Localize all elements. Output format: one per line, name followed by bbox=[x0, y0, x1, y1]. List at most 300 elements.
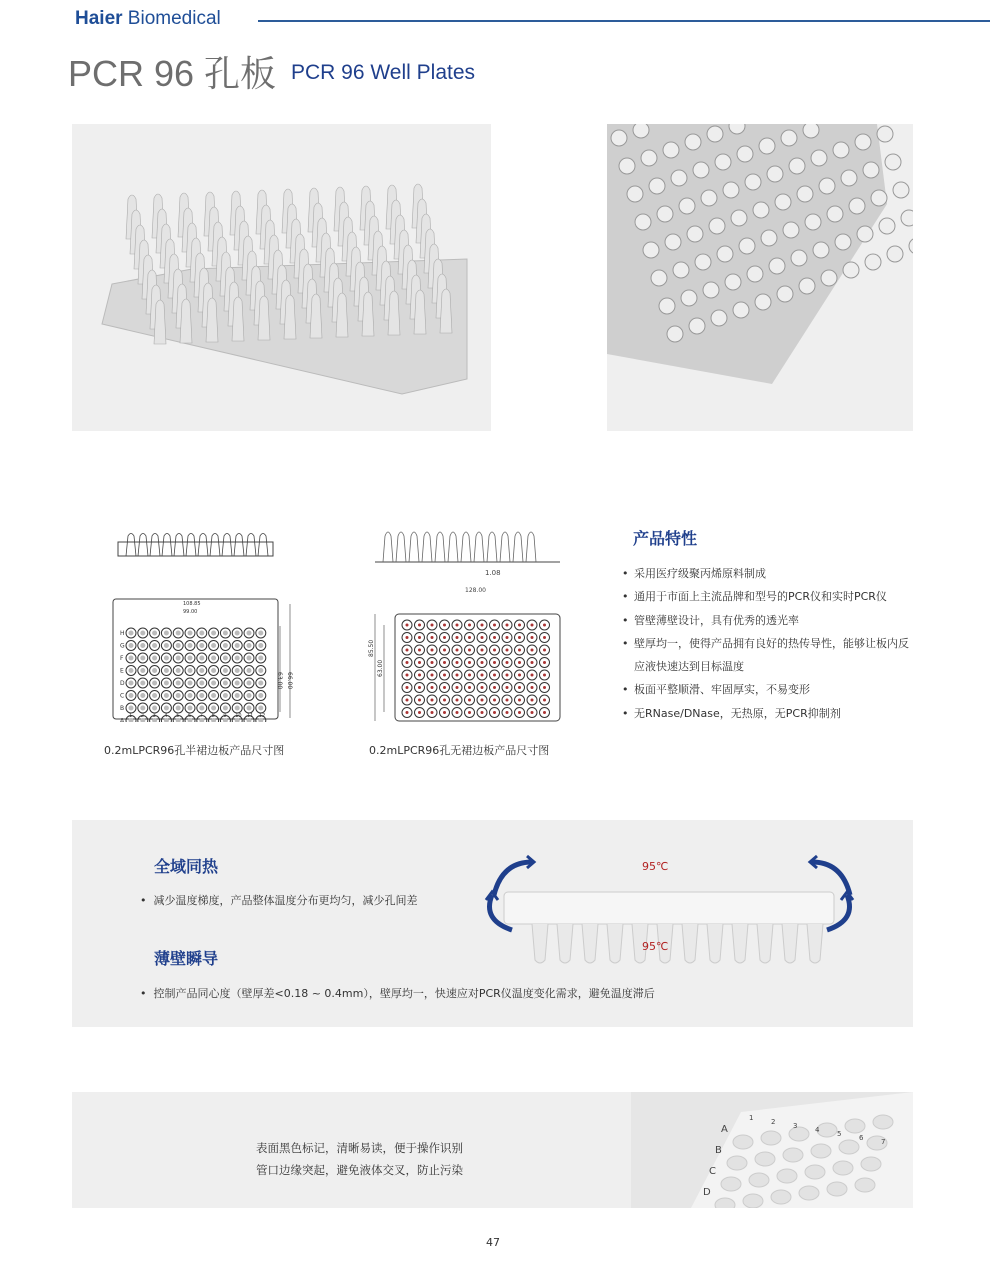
well bbox=[667, 326, 683, 342]
well bbox=[733, 1135, 753, 1149]
well bbox=[685, 134, 701, 150]
well-center bbox=[188, 643, 193, 648]
tube-profile bbox=[126, 534, 136, 557]
well-center bbox=[431, 636, 434, 639]
well-center bbox=[199, 706, 204, 711]
col-label: 6 bbox=[188, 713, 192, 719]
col-label: 9 bbox=[223, 713, 227, 719]
well bbox=[743, 1194, 763, 1208]
well bbox=[839, 1140, 859, 1154]
well-center bbox=[211, 631, 216, 636]
well bbox=[843, 262, 859, 278]
well-center bbox=[188, 668, 193, 673]
tube bbox=[362, 292, 374, 336]
well bbox=[781, 130, 797, 146]
tube bbox=[607, 924, 623, 963]
well-center bbox=[211, 668, 216, 673]
col-label: 4 bbox=[164, 713, 168, 719]
dim-label-85-50: 85.50 bbox=[368, 639, 375, 657]
well-center bbox=[199, 643, 204, 648]
well-center bbox=[418, 674, 421, 677]
well-center bbox=[431, 624, 434, 627]
features-title: 产品特性 bbox=[633, 529, 698, 548]
tube bbox=[206, 298, 218, 342]
well-center bbox=[199, 631, 204, 636]
well bbox=[707, 126, 723, 142]
tube bbox=[284, 295, 296, 339]
well-center bbox=[431, 711, 434, 714]
page-title: PCR 96 孔板 bbox=[68, 53, 277, 94]
well bbox=[689, 318, 705, 334]
well-center bbox=[543, 674, 546, 677]
well-center bbox=[431, 674, 434, 677]
well-center bbox=[152, 706, 157, 711]
tube bbox=[414, 290, 426, 334]
well-center bbox=[223, 631, 228, 636]
well-center bbox=[518, 699, 521, 702]
well bbox=[739, 238, 755, 254]
well-center bbox=[188, 656, 193, 661]
well-center bbox=[481, 624, 484, 627]
row-label: B bbox=[120, 705, 125, 712]
well bbox=[695, 254, 711, 270]
well bbox=[651, 270, 667, 286]
well bbox=[855, 134, 871, 150]
col-label: 12 bbox=[258, 713, 266, 719]
well bbox=[671, 170, 687, 186]
no-skirt-caption: 0.2mLPCR96孔无裙边板产品尺寸图 bbox=[369, 744, 550, 757]
col-label: 1 bbox=[749, 1114, 754, 1122]
well bbox=[857, 226, 873, 242]
well bbox=[633, 124, 649, 138]
well-center bbox=[481, 649, 484, 652]
well bbox=[759, 138, 775, 154]
well-center bbox=[468, 636, 471, 639]
tube-profile bbox=[162, 534, 172, 557]
well-center bbox=[247, 643, 252, 648]
well bbox=[799, 1186, 819, 1200]
tube-profile bbox=[210, 534, 220, 557]
tube-profile bbox=[150, 534, 160, 557]
well bbox=[805, 1165, 825, 1179]
well bbox=[797, 186, 813, 202]
well-center bbox=[418, 699, 421, 702]
well-center bbox=[443, 711, 446, 714]
well-center bbox=[456, 699, 459, 702]
row-label: D bbox=[120, 680, 125, 687]
well bbox=[693, 162, 709, 178]
temp-bottom-label: 95℃ bbox=[642, 940, 669, 953]
well bbox=[717, 246, 733, 262]
tube bbox=[707, 924, 723, 963]
row-label: E bbox=[120, 667, 124, 675]
well-center bbox=[247, 706, 252, 711]
dim-label-66: 66.00 bbox=[286, 672, 293, 690]
tube-profile bbox=[487, 532, 497, 562]
well-center bbox=[247, 631, 252, 636]
well-center bbox=[235, 693, 240, 698]
tube bbox=[732, 924, 748, 963]
tube-profile bbox=[461, 532, 471, 562]
well bbox=[861, 1157, 881, 1171]
well bbox=[909, 238, 913, 254]
well-center bbox=[493, 686, 496, 689]
well bbox=[619, 158, 635, 174]
well-center bbox=[223, 681, 228, 686]
well bbox=[775, 194, 791, 210]
well-center bbox=[235, 643, 240, 648]
row-label: G bbox=[120, 642, 125, 650]
well bbox=[749, 1173, 769, 1187]
well-center bbox=[235, 656, 240, 661]
well bbox=[855, 1178, 875, 1192]
well-center bbox=[518, 649, 521, 652]
well-center bbox=[223, 643, 228, 648]
well-center bbox=[247, 668, 252, 673]
col-label: 5 bbox=[837, 1130, 842, 1138]
well bbox=[663, 142, 679, 158]
well bbox=[783, 1148, 803, 1162]
tube-profile bbox=[448, 532, 458, 562]
well-center bbox=[164, 681, 169, 686]
col-label: 3 bbox=[152, 713, 156, 719]
well-center bbox=[468, 711, 471, 714]
well-center bbox=[418, 686, 421, 689]
well-center bbox=[506, 649, 509, 652]
well-center bbox=[223, 668, 228, 673]
well-center bbox=[543, 661, 546, 664]
well-center bbox=[493, 624, 496, 627]
well-center bbox=[468, 624, 471, 627]
tube-profile bbox=[186, 534, 196, 557]
well-center bbox=[493, 711, 496, 714]
well bbox=[833, 1161, 853, 1175]
well bbox=[901, 210, 913, 226]
well-center bbox=[418, 624, 421, 627]
well bbox=[879, 218, 895, 234]
well-center bbox=[140, 656, 145, 661]
well-center bbox=[406, 649, 409, 652]
well bbox=[679, 198, 695, 214]
well-center bbox=[164, 668, 169, 673]
col-label: 7 bbox=[881, 1138, 886, 1146]
well-center bbox=[493, 649, 496, 652]
well bbox=[731, 210, 747, 226]
well-center bbox=[164, 643, 169, 648]
well-center bbox=[531, 649, 534, 652]
tube-profile bbox=[222, 534, 232, 557]
well-center bbox=[176, 631, 181, 636]
well bbox=[709, 218, 725, 234]
well bbox=[745, 174, 761, 190]
feature-item: • 通用于市面上主流品牌和型号的PCR仪和实时PCR仪 bbox=[622, 585, 912, 608]
well bbox=[703, 282, 719, 298]
tube-profile bbox=[409, 532, 419, 562]
well-center bbox=[258, 693, 263, 698]
well bbox=[747, 266, 763, 282]
feature-item: • 板面平整顺滑、牢固厚实，不易变形 bbox=[622, 678, 912, 701]
well bbox=[811, 1144, 831, 1158]
well-center bbox=[543, 699, 546, 702]
well-center bbox=[211, 693, 216, 698]
well-center bbox=[418, 661, 421, 664]
tube-profile bbox=[396, 532, 406, 562]
well-center bbox=[406, 661, 409, 664]
col-label: 6 bbox=[859, 1134, 864, 1142]
col-label: 3 bbox=[793, 1122, 798, 1130]
well bbox=[789, 158, 805, 174]
plate-photo-top bbox=[607, 124, 913, 431]
well-center bbox=[129, 706, 134, 711]
col-label: 2 bbox=[140, 713, 144, 719]
well-center bbox=[164, 693, 169, 698]
col-label: 11 bbox=[247, 713, 254, 719]
well bbox=[819, 178, 835, 194]
tube bbox=[388, 291, 400, 335]
well-center bbox=[481, 636, 484, 639]
well bbox=[701, 190, 717, 206]
dim-label-63: 63.00 bbox=[276, 672, 283, 690]
well-center bbox=[481, 711, 484, 714]
plate-photo-angled bbox=[72, 124, 491, 431]
well-center bbox=[506, 674, 509, 677]
well-center bbox=[247, 656, 252, 661]
well-center bbox=[188, 681, 193, 686]
well-center bbox=[247, 681, 252, 686]
well-center bbox=[188, 706, 193, 711]
well-center bbox=[468, 674, 471, 677]
well-center bbox=[443, 661, 446, 664]
well-center bbox=[247, 693, 252, 698]
marking-photo bbox=[631, 1092, 913, 1208]
well-center bbox=[140, 643, 145, 648]
well-center bbox=[518, 624, 521, 627]
well bbox=[665, 234, 681, 250]
well bbox=[715, 154, 731, 170]
heading-thin-wall: 薄壁瞬导 bbox=[154, 949, 219, 968]
well-center bbox=[152, 656, 157, 661]
dim-label: 1.08 bbox=[485, 569, 501, 577]
tube-profile bbox=[526, 532, 536, 562]
well-center bbox=[506, 686, 509, 689]
well-center bbox=[188, 693, 193, 698]
tube-profile bbox=[500, 532, 510, 562]
well-center bbox=[258, 656, 263, 661]
tube bbox=[682, 924, 698, 963]
well-center bbox=[176, 668, 181, 673]
well-center bbox=[235, 668, 240, 673]
well-center bbox=[493, 661, 496, 664]
well bbox=[725, 274, 741, 290]
well-center bbox=[258, 668, 263, 673]
well-center bbox=[481, 686, 484, 689]
well bbox=[885, 154, 901, 170]
well-center bbox=[456, 686, 459, 689]
well bbox=[755, 294, 771, 310]
tube-profile bbox=[246, 534, 256, 557]
well-center bbox=[406, 711, 409, 714]
tube-profile bbox=[474, 532, 484, 562]
well bbox=[635, 214, 651, 230]
well-center bbox=[211, 706, 216, 711]
well-center bbox=[235, 631, 240, 636]
tube bbox=[807, 924, 823, 963]
well bbox=[659, 298, 675, 314]
well-center bbox=[406, 624, 409, 627]
well bbox=[771, 1190, 791, 1204]
well bbox=[755, 1152, 775, 1166]
well bbox=[733, 302, 749, 318]
well-center bbox=[164, 656, 169, 661]
row-label: H bbox=[120, 630, 125, 637]
row-label: A bbox=[721, 1124, 728, 1135]
well-center bbox=[176, 681, 181, 686]
well-center bbox=[140, 706, 145, 711]
no-skirt-diagram bbox=[365, 522, 565, 722]
well-center bbox=[506, 661, 509, 664]
well-center bbox=[543, 624, 546, 627]
well-center bbox=[129, 631, 134, 636]
well-center bbox=[223, 693, 228, 698]
plate-side-illustration bbox=[472, 850, 872, 980]
tube-profile bbox=[513, 532, 523, 562]
well bbox=[721, 1177, 741, 1191]
well-center bbox=[531, 711, 534, 714]
well-center bbox=[140, 631, 145, 636]
bullet-thin-wall: • 控制产品同心度（壁厚差<0.18 ~ 0.4mm），壁厚均一，快速应对PCR仪温度变化需求，避免温度滞后 bbox=[140, 987, 655, 1000]
tube-profile bbox=[198, 534, 208, 557]
well-center bbox=[531, 686, 534, 689]
header-divider bbox=[258, 20, 990, 22]
well bbox=[835, 234, 851, 250]
well bbox=[611, 130, 627, 146]
col-label: 10 bbox=[235, 713, 242, 719]
well-center bbox=[531, 661, 534, 664]
well bbox=[753, 202, 769, 218]
well-center bbox=[258, 631, 263, 636]
well bbox=[871, 190, 887, 206]
well-center bbox=[223, 656, 228, 661]
well-center bbox=[531, 699, 534, 702]
well bbox=[817, 1123, 837, 1137]
tube bbox=[232, 297, 244, 341]
well bbox=[873, 1115, 893, 1129]
well bbox=[711, 310, 727, 326]
dim-label: 108.85 bbox=[183, 601, 201, 607]
tube bbox=[582, 924, 598, 963]
tube bbox=[557, 924, 573, 963]
well-center bbox=[418, 636, 421, 639]
page-subtitle: PCR 96 Well Plates bbox=[291, 61, 476, 84]
well-center bbox=[258, 643, 263, 648]
well-center bbox=[443, 649, 446, 652]
well-center bbox=[406, 674, 409, 677]
well bbox=[813, 242, 829, 258]
row-label: B bbox=[715, 1145, 722, 1156]
well-center bbox=[223, 706, 228, 711]
row-label: A bbox=[120, 717, 125, 722]
well bbox=[761, 230, 777, 246]
tube-profile bbox=[138, 534, 148, 557]
well-center bbox=[188, 631, 193, 636]
col-label: 1 bbox=[129, 713, 133, 719]
well-center bbox=[164, 706, 169, 711]
well bbox=[827, 1182, 847, 1196]
tube bbox=[757, 924, 773, 963]
tube-profile bbox=[234, 534, 244, 557]
well bbox=[791, 250, 807, 266]
well-center bbox=[518, 686, 521, 689]
well bbox=[805, 214, 821, 230]
half-skirt-diagram bbox=[108, 522, 308, 722]
marking-band bbox=[72, 1092, 913, 1208]
marking-line-1: 表面黑色标记，清晰易读，便于操作识别 bbox=[256, 1141, 463, 1155]
well-center bbox=[418, 711, 421, 714]
well bbox=[769, 258, 785, 274]
well-center bbox=[518, 674, 521, 677]
well-center bbox=[406, 699, 409, 702]
well bbox=[641, 150, 657, 166]
well bbox=[727, 1156, 747, 1170]
well-center bbox=[164, 631, 169, 636]
well-center bbox=[481, 674, 484, 677]
well bbox=[687, 226, 703, 242]
well-center bbox=[176, 693, 181, 698]
brand-logo: Haier Biomedical bbox=[75, 8, 221, 29]
well-center bbox=[258, 681, 263, 686]
well bbox=[777, 286, 793, 302]
well-center bbox=[456, 661, 459, 664]
well bbox=[849, 198, 865, 214]
well-center bbox=[493, 699, 496, 702]
well-center bbox=[431, 649, 434, 652]
temp-top-label: 95℃ bbox=[642, 860, 669, 873]
well bbox=[887, 246, 903, 262]
well bbox=[649, 178, 665, 194]
well bbox=[783, 222, 799, 238]
well bbox=[681, 290, 697, 306]
well-center bbox=[176, 643, 181, 648]
well-center bbox=[199, 681, 204, 686]
well-center bbox=[140, 668, 145, 673]
well-center bbox=[518, 711, 521, 714]
well bbox=[799, 278, 815, 294]
well-center bbox=[443, 699, 446, 702]
well bbox=[737, 146, 753, 162]
well-center bbox=[211, 643, 216, 648]
well-center bbox=[258, 706, 263, 711]
well-center bbox=[176, 706, 181, 711]
well-center bbox=[506, 711, 509, 714]
well bbox=[789, 1127, 809, 1141]
well-center bbox=[129, 643, 134, 648]
well bbox=[841, 170, 857, 186]
well-center bbox=[543, 636, 546, 639]
well-center bbox=[199, 668, 204, 673]
well bbox=[761, 1131, 781, 1145]
well bbox=[723, 182, 739, 198]
well-center bbox=[443, 624, 446, 627]
tube bbox=[336, 293, 348, 337]
row-label: D bbox=[703, 1187, 711, 1198]
well-center bbox=[418, 649, 421, 652]
well-center bbox=[468, 686, 471, 689]
well-center bbox=[431, 661, 434, 664]
row-label: C bbox=[120, 692, 125, 700]
well bbox=[877, 126, 893, 142]
dim-label-63: 63.00 bbox=[377, 659, 384, 677]
well-center bbox=[493, 674, 496, 677]
